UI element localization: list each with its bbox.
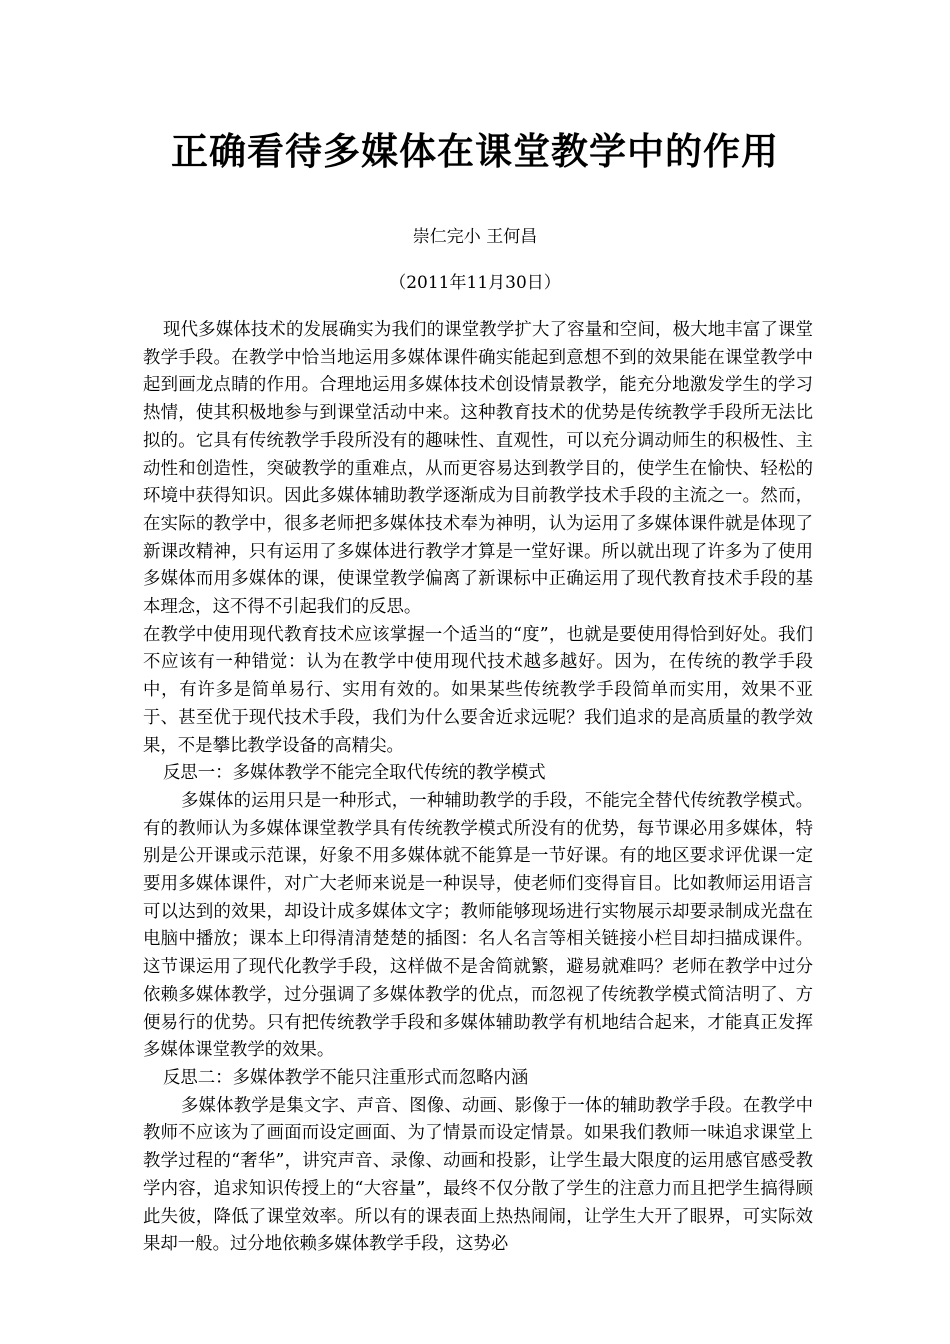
document-body: [143, 317, 813, 1259]
paragraph-intro: 现代多媒体技术的发展确实为我们的课堂教学扩大了容量和空间，极大地丰富了课堂教学手段。在教学中恰当地运用多媒体课件确实能起到意想不到的效果能在课堂教学中起到画龙点睛的作用。合理地运用多媒体技术创设情景教学，能充分地激发学生的学习热情，使其积极地参与到课堂活动中来。这种教育技术的优势是传统教学手段所无法比拟的。它具有传统教学手段所没有的趣味性、直观性，可以充分调动师生的积极性、主动性和创造性，突破教学的重难点，从而更容易达到教学目的，使学生在愉快、轻松的环境中获得知识。因此多媒体辅助教学逐渐成为目前教学技术手段的主流之一。然而，在实际的教学中，很多老师把多媒体技术奉为神明，认为运用了多媒体课件就是体现了新课改精神，只有运用了多媒体进行教学才算是一堂好课。所以就出现了许多为了使用多媒体而用多媒体的课，使课堂教学偏离了新课标中正确运用了现代教育技术手段的基本理念，这不得不引起我们的反思。: [143, 320, 813, 618]
paragraph-reflection-one: 多媒体的运用只是一种形式，一种辅助教学的手段，不能完全替代传统教学模式。有的教师认为多媒体课堂教学具有传统教学模式所没有的优势，每节课必用多媒体，特别是公开课或示范课，好象不用多媒体就不能算是一节好课。有的地区要求评优课一定要用多媒体课件，对广大老师来说是一种误导，使老师们变得盲目。比如教师运用语言可以达到的效果，却设计成多媒体文字；教师能够现场进行实物展示却要录制成光盘在电脑中播放；课本上印得清清楚楚的插图：名人名言等相关链接小栏目却扫描成课件。这节课运用了现代化教学手段，这样做不是舍简就繁，避易就难吗？老师在教学中过分依赖多媒体教学，过分强调了多媒体教学的优点，而忽视了传统教学模式简洁明了、方便易行的优势。只有把传统教学手段和多媒体辅助教学有机地结合起来，才能真正发挥多媒体课堂教学的效果。: [143, 790, 813, 1061]
document-title: 正确看待多媒体在课堂教学中的作用: [171, 129, 779, 173]
paragraph-reflection-two: 多媒体教学是集文字、声音、图像、动画、影像于一体的辅助教学手段。在教学中教师不应该为了画面而设定画面、为了情景而设定情景。如果我们教师一味追求课堂上教学过程的“奢华”，讲究声音、录像、动画和投影，让学生最大限度的运用感官感受教学内容，追求知识传授上的“大容量”，最终不仅分散了学生的注意力而且把学生搞得顾此失彼，降低了课堂效率。所以有的课表面上热热闹闹，让学生大开了眼界，可实际效果却一般。过分地依赖多媒体教学手段，这势必: [143, 1095, 813, 1255]
section-heading-reflection-two: 反思二：多媒体教学不能只注重形式而忽略内涵: [163, 1067, 529, 1088]
section-heading-reflection-one: 反思一：多媒体教学不能完全取代传统的教学模式: [163, 763, 546, 784]
paragraph-degree: 在教学中使用现代教育技术应该掌握一个适当的“度”，也就是要使用得恰到好处。我们不应该有一种错觉：认为在教学中使用现代技术越多越好。因为，在传统的教学手段中，有许多是简单易行、实用有效的。如果某些传统教学手段简单而实用，效果不亚于、甚至优于现代技术手段，我们为什么要舍近求远呢？我们追求的是高质量的教学效果，不是攀比教学设备的高精尖。: [143, 624, 813, 756]
document-author: 崇仁完小 王何昌: [412, 227, 538, 247]
document-date: （2011年11月30日）: [389, 273, 561, 293]
